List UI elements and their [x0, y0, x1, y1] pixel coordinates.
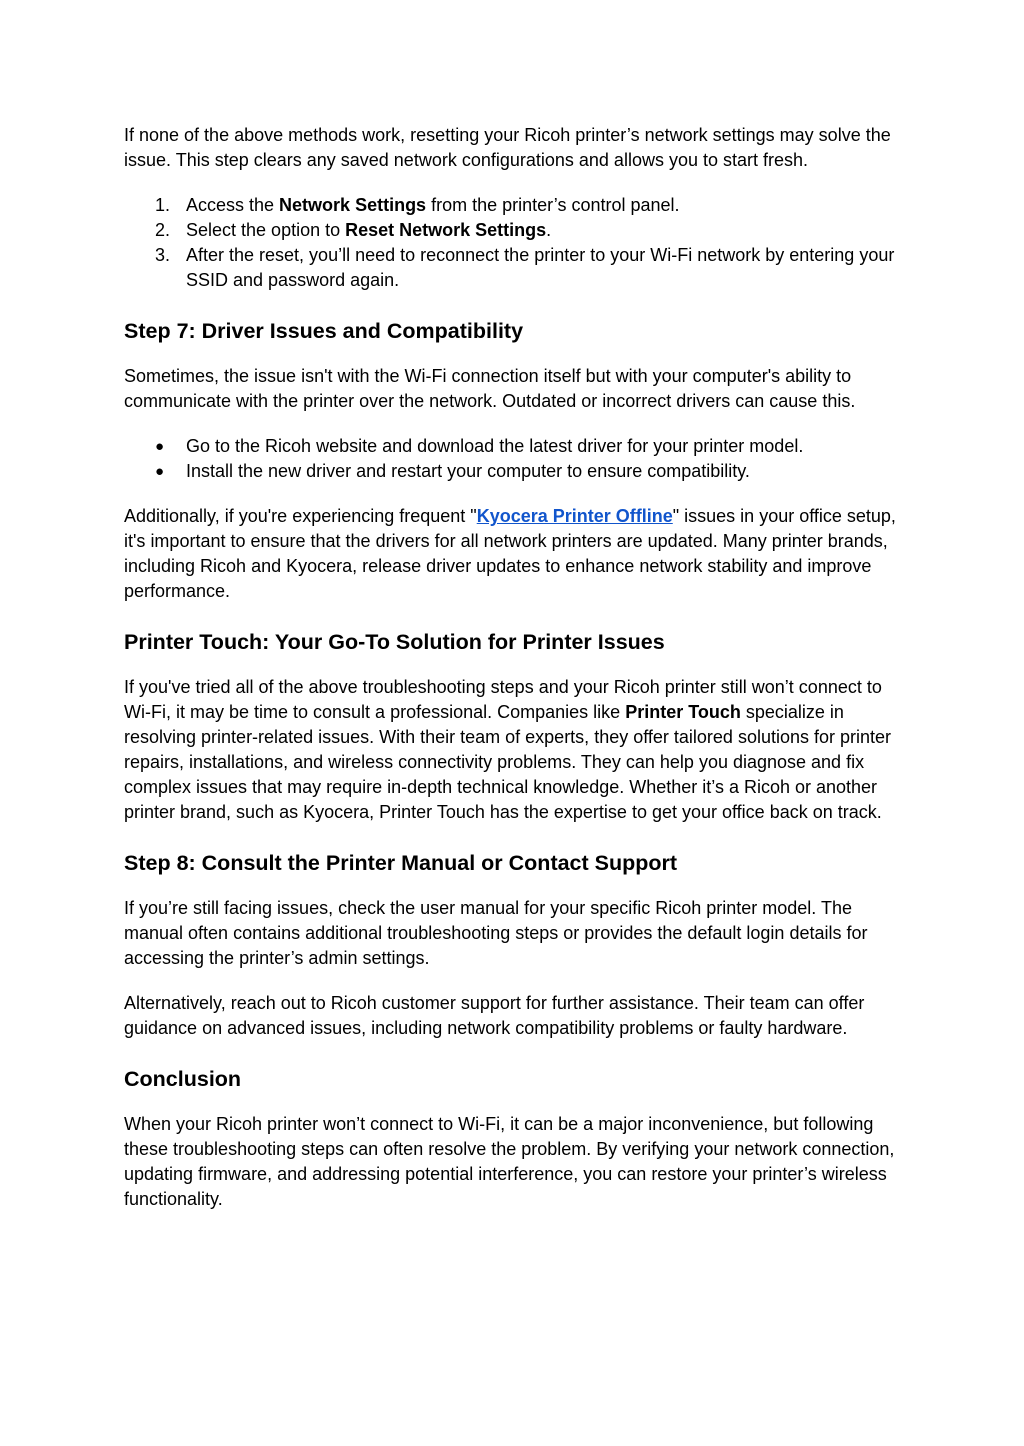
bullet-icon: ●: [155, 463, 165, 480]
paragraph-text: Additionally, if you're experiencing frequent ": [124, 506, 477, 526]
reset-steps-list: [124, 193, 904, 293]
step7-paragraph: Sometimes, the issue isn't with the Wi-Fi connection itself but with your computer's ability to communicate with the printer over the network. Outdated or incorrect drivers can cause this.: [124, 366, 856, 411]
paragraph-text: If you've tried all of the above troubleshooting steps and your Ricoh printer still won’t connect to Wi-Fi, it may be time to consult a professional. Companies like: [124, 677, 882, 722]
list-item-text: .: [546, 220, 552, 240]
additional-paragraph: [124, 504, 904, 604]
printer-touch-paragraph: [124, 675, 904, 825]
intro-paragraph: If none of the above methods work, resetting your Ricoh printer’s network settings may solve the issue. This step clears any saved network configurations and allows you to start fresh.: [124, 125, 891, 170]
list-item: [124, 459, 904, 484]
bullet-icon: ●: [155, 438, 165, 455]
printer-touch-heading: Printer Touch: Your Go-To Solution for Printer Issues: [124, 630, 665, 654]
list-item-text: Select the option to: [186, 220, 346, 240]
list-number: 3.: [155, 245, 171, 265]
step8-paragraph-2: Alternatively, reach out to Ricoh customer support for further assistance. Their team can offer guidance on advanced issues, including network compatibility problems or faulty hardware.: [124, 993, 865, 1038]
list-number: 1.: [155, 195, 171, 215]
printer-touch-bold: Printer Touch: [625, 702, 741, 722]
driver-bullets-list: [124, 434, 904, 484]
list-item-text: Install the new driver and restart your computer to ensure compatibility.: [186, 461, 750, 481]
list-item-text: Go to the Ricoh website and download the latest driver for your printer model.: [186, 436, 804, 456]
list-item-text: After the reset, you’ll need to reconnect the printer to your Wi-Fi network by entering your SSID and password again.: [186, 245, 895, 290]
conclusion-heading: Conclusion: [124, 1067, 242, 1091]
list-item: [124, 243, 904, 293]
list-number: 2.: [155, 220, 171, 240]
step8-paragraph-1: If you’re still facing issues, check the user manual for your specific Ricoh printer model. The manual often contains additional troubleshooting steps or provides the default login details for accessing the printer’s admin settings.: [124, 898, 868, 968]
list-item: [124, 193, 904, 218]
document-page: [124, 123, 904, 1212]
conclusion-paragraph: When your Ricoh printer won’t connect to Wi-Fi, it can be a major inconvenience, but following these troubleshooting steps can often resolve the problem. By verifying your network connection, updating firmware, and addressing potential interference, you can restore your printer’s wireless functionality.: [124, 1114, 895, 1209]
paragraph-text: specialize in resolving printer-related issues. With their team of experts, they offer tailored solutions for printer repairs, installations, and wireless connectivity problems. They can help you diagnose and fix complex issues that may require in-depth technical knowledge. Whether it’s a Ricoh or another printer brand, such as Kyocera, Printer Touch has the expertise to get your office back on track.: [124, 702, 892, 822]
kyocera-printer-offline-link[interactable]: Kyocera Printer Offline: [476, 506, 673, 526]
paragraph-text: " issues in your office setup, it's important to ensure that the drivers for all network printers are updated. Many printer brands, including Ricoh and Kyocera, release driver updates to enhance network stability and improve performance.: [124, 506, 896, 601]
list-item: [124, 218, 904, 243]
list-item-text: from the printer’s control panel.: [426, 195, 680, 215]
step8-heading: Step 8: Consult the Printer Manual or Contact Support: [124, 851, 678, 875]
list-item: [124, 434, 904, 459]
list-item-bold: Network Settings: [279, 195, 427, 215]
list-item-bold: Reset Network Settings: [345, 220, 547, 240]
list-item-text: Access the: [186, 195, 280, 215]
step7-heading: Step 7: Driver Issues and Compatibility: [124, 319, 524, 343]
